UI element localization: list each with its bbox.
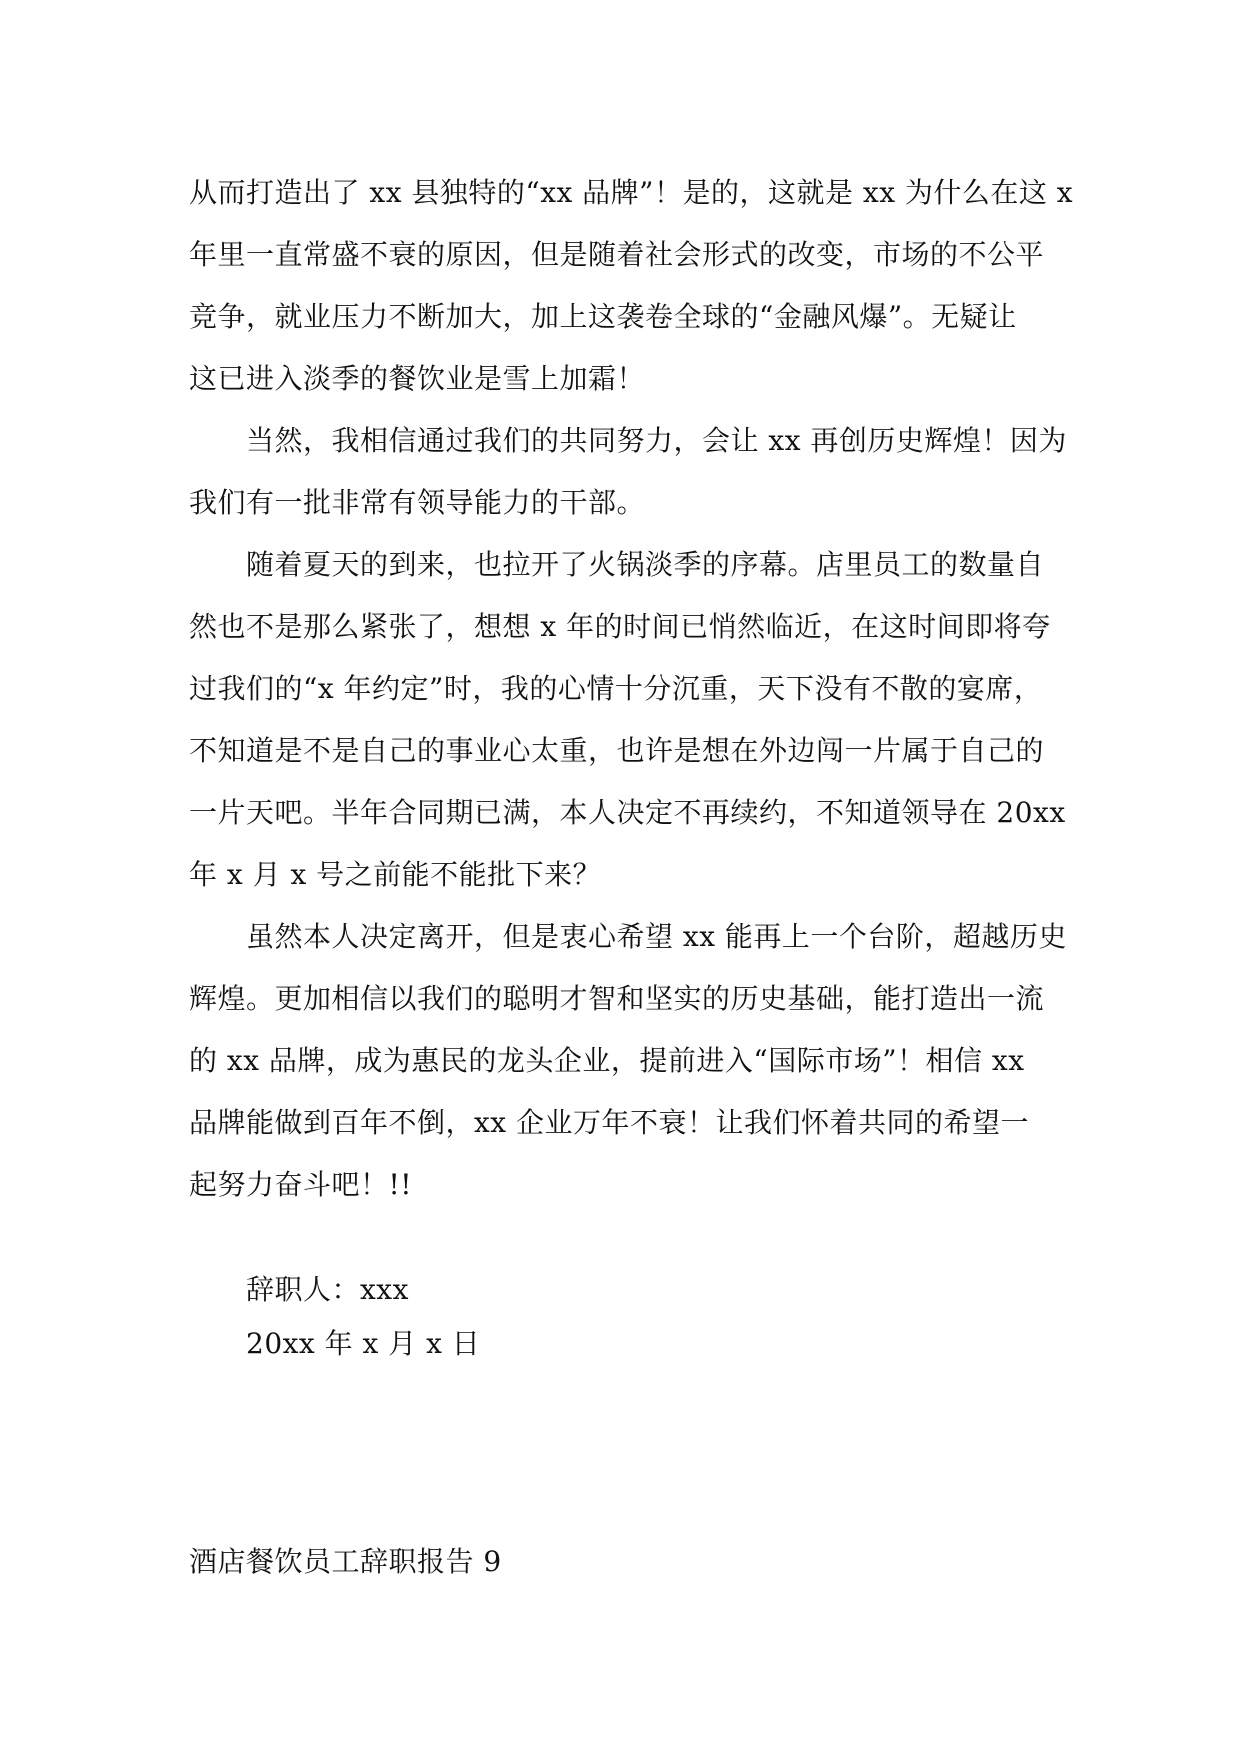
text-line: 当然，我相信通过我们的共同努力，会让 xx 再创历史辉煌！因为: [189, 424, 1067, 457]
text-line: 起努力奋斗吧！!!: [189, 1168, 413, 1201]
text-line: 年里一直常盛不衰的原因，但是随着社会形式的改变，市场的不公平: [189, 238, 1045, 271]
signature-date: 20xx 年 x 月 x 日: [246, 1327, 481, 1360]
text-line: 我们有一批非常有领导能力的干部。: [189, 486, 646, 519]
text-line: 的 xx 品牌，成为惠民的龙头企业，提前进入“国际市场”！相信 xx: [189, 1044, 1025, 1077]
text-line: 然也不是那么紧张了，想想 x 年的时间已悄然临近，在这时间即将夸: [189, 610, 1051, 643]
text-line: 这已进入淡季的餐饮业是雪上加霜！: [189, 362, 646, 395]
text-line: 一片天吧。半年合同期已满，本人决定不再续约，不知道领导在 20xx: [189, 796, 1066, 829]
next-section-title: 酒店餐饮员工辞职报告 9: [189, 1545, 502, 1578]
text-line: 随着夏天的到来，也拉开了火锅淡季的序幕。店里员工的数量自: [189, 548, 1045, 581]
text-line: 不知道是不是自己的事业心太重，也许是想在外边闯一片属于自己的: [189, 734, 1045, 767]
text-line: 从而打造出了 xx 县独特的“xx 品牌”！是的，这就是 xx 为什么在这 x: [189, 176, 1074, 209]
letter-body: [189, 162, 1074, 1216]
signature-block: [246, 1263, 480, 1371]
text-line: 年 x 月 x 号之前能不能批下来？: [189, 858, 602, 891]
text-line: 虽然本人决定离开，但是衷心希望 xx 能再上一个台阶，超越历史: [189, 920, 1067, 953]
text-line: 辉煌。更加相信以我们的聪明才智和坚实的历史基础，能打造出一流: [189, 982, 1045, 1015]
resigner-name: 辞职人：xxx: [246, 1273, 409, 1306]
text-line: 品牌能做到百年不倒，xx 企业万年不衰！让我们怀着共同的希望一: [189, 1106, 1029, 1139]
text-line: 竞争，就业压力不断加大，加上这袭卷全球的“金融风爆”。无疑让: [189, 300, 1017, 333]
text-line: 过我们的“x 年约定”时，我的心情十分沉重，天下没有不散的宴席，: [189, 672, 1043, 705]
